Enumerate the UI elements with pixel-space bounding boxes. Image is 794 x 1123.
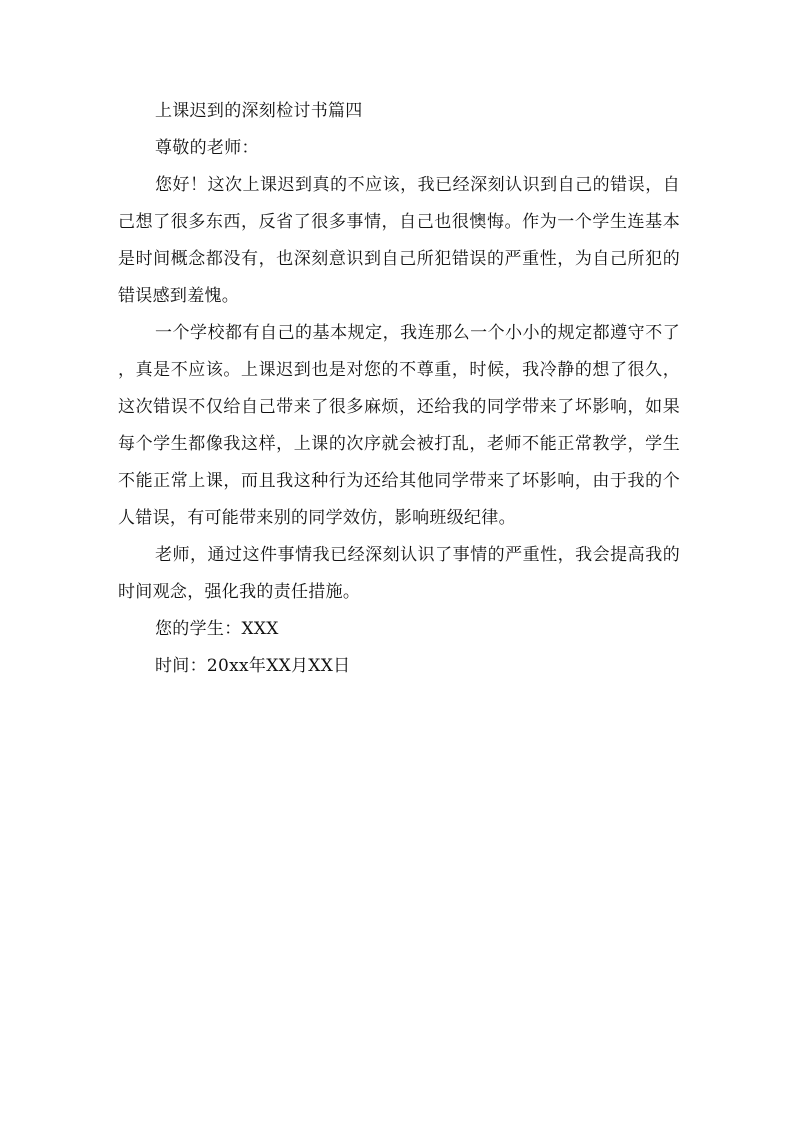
- signature: 您的学生：XXX: [155, 619, 279, 639]
- date-line: 时间：20xx年XX月XX日: [155, 656, 351, 676]
- document-body: [118, 93, 680, 685]
- paragraph-apology: 您好！这次上课迟到真的不应该，我已经深刻认识到自己的错误，自己想了很多东西，反省了很多事情，自己也很懊悔。作为一个学生连基本是时间概念都没有，也深刻意识到自己所犯错误的严重性，为自己所犯的错误感到羞愧。: [118, 175, 680, 306]
- paragraph-school-rules: 一个学校都有自己的基本规定，我连那么一个小小的规定都遵守不了，真是不应该。上课迟到也是对您的不尊重，时候，我冷静的想了很久，这次错误不仅给自己带来了很多麻烦，还给我的同学带来了坏影响，如果每个学生都像我这样，上课的次序就会被打乱，老师不能正常教学，学生不能正常上课，而且我这种行为还给其他同学带来了坏影响，由于我的个人错误，有可能带来别的同学效仿，影响班级纪律。: [118, 323, 680, 528]
- paragraph-commitment: 老师，通过这件事情我已经深刻认识了事情的严重性，我会提高我的时间观念，强化我的责任措施。: [118, 545, 680, 602]
- document-title: 上课迟到的深刻检讨书篇四: [155, 101, 363, 121]
- salutation: 尊敬的老师：: [155, 138, 259, 158]
